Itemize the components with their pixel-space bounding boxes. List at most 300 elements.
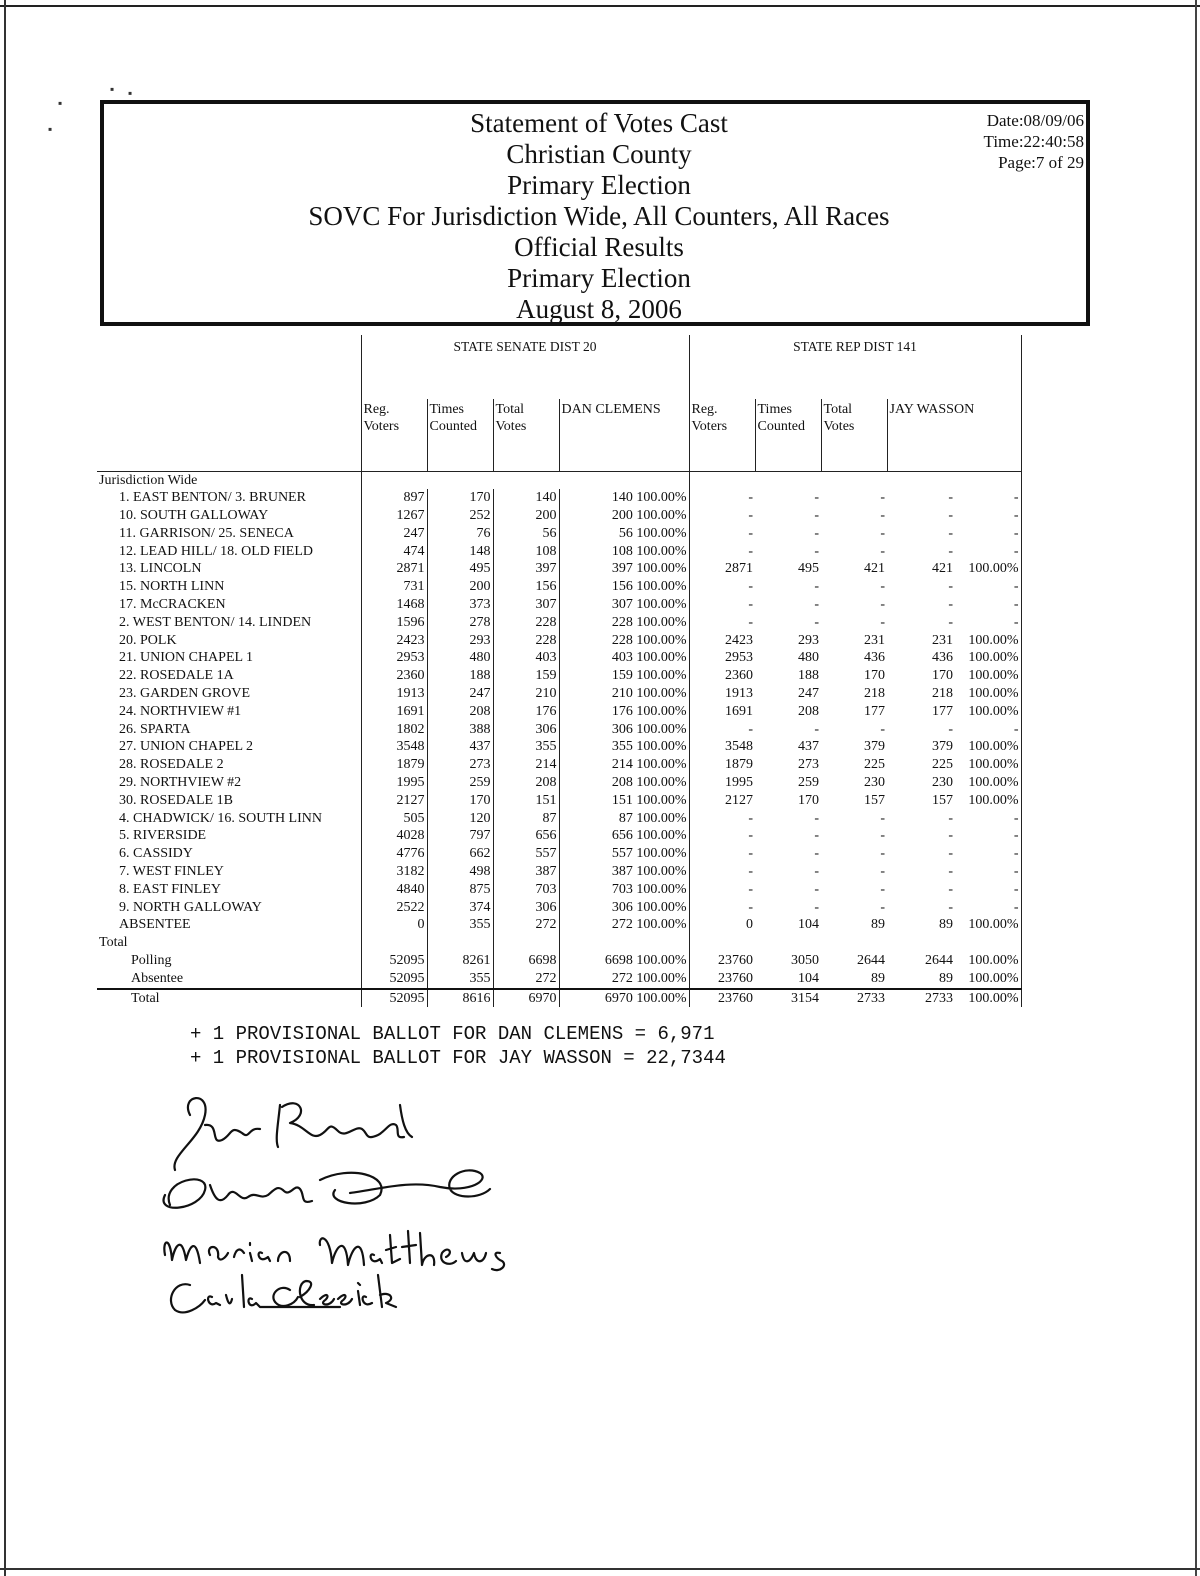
reg-voters: 4028: [361, 827, 427, 845]
title-line: Primary Election: [507, 263, 691, 293]
reg-voters: -: [748, 828, 753, 844]
total-votes: 228: [493, 614, 559, 632]
scan-edge-bottom: [0, 1568, 1200, 1570]
dan-clemens-votes: 87 100.00%: [559, 810, 689, 828]
col-total-votes: Total Votes: [821, 399, 887, 471]
dan-clemens-votes: 387 100.00%: [559, 863, 689, 881]
blank-cell: [427, 934, 493, 952]
dan-clemens-votes: 403 100.00%: [559, 649, 689, 667]
jay-wasson-votes: -: [948, 881, 953, 897]
table-row: [97, 881, 1021, 899]
jay-wasson-pct: 100.00%: [955, 756, 1021, 774]
times-counted: -: [814, 597, 819, 613]
jay-wasson-votes: 170: [932, 668, 953, 684]
total-votes: -: [880, 864, 885, 880]
times-counted: -: [814, 721, 819, 737]
grand-total-row: [97, 989, 1021, 1008]
precinct-name: 17. McCRACKEN: [119, 597, 226, 613]
times-counted: 104: [798, 917, 819, 933]
times-counted: 200: [427, 578, 493, 596]
reg-voters: 1879: [361, 756, 427, 774]
jay-wasson-votes: 231: [932, 632, 953, 648]
jay-wasson-pct: -: [955, 827, 1021, 845]
jay-wasson-votes: 225: [932, 757, 953, 773]
dan-clemens-votes: 306 100.00%: [559, 721, 689, 739]
jay-wasson-pct: 100.00%: [955, 989, 1021, 1008]
reg-voters: 1913: [361, 685, 427, 703]
times-counted: 120: [427, 810, 493, 828]
provisional-line: + 1 PROVISIONAL BALLOT FOR JAY WASSON = 22,7344: [190, 1047, 726, 1069]
precinct-name: Absentee: [131, 970, 184, 986]
table-row: [97, 596, 1021, 614]
times-counted: 437: [427, 738, 493, 756]
reg-voters: 3548: [361, 738, 427, 756]
times-counted: -: [814, 579, 819, 595]
jay-wasson-votes: -: [948, 543, 953, 559]
jay-wasson-pct: 100.00%: [955, 632, 1021, 650]
reg-voters: -: [748, 614, 753, 630]
times-counted: -: [814, 525, 819, 541]
jay-wasson-pct: -: [955, 881, 1021, 899]
total-votes: 2733: [821, 989, 887, 1008]
jay-wasson-pct: 100.00%: [955, 774, 1021, 792]
reg-voters: 4840: [361, 881, 427, 899]
table-row: [97, 525, 1021, 543]
jay-wasson-votes: -: [948, 846, 953, 862]
reg-voters: 1995: [725, 775, 753, 791]
blank-cell: [821, 934, 887, 952]
total-votes: 89: [871, 917, 885, 933]
report-header: [100, 100, 1090, 326]
total-votes: 6698: [493, 952, 559, 970]
jay-wasson-pct: -: [955, 614, 1021, 632]
dan-clemens-votes: 159 100.00%: [559, 667, 689, 685]
report-title: [104, 108, 1094, 325]
dan-clemens-votes: 6970 100.00%: [559, 989, 689, 1008]
jay-wasson-votes: -: [948, 490, 953, 506]
jay-wasson-votes: -: [948, 810, 953, 826]
precinct-name: 10. SOUTH GALLOWAY: [119, 508, 269, 524]
report-meta: [984, 110, 1084, 173]
col-reg-voters: Reg. Voters: [361, 399, 427, 471]
jay-wasson-votes: 230: [932, 775, 953, 791]
reg-voters: -: [748, 846, 753, 862]
times-counted: 188: [798, 668, 819, 684]
scan-speck: ▪: [58, 96, 63, 110]
total-votes: 230: [864, 775, 885, 791]
precinct-name: 28. ROSEDALE 2: [119, 757, 224, 773]
times-counted: 273: [798, 757, 819, 773]
reg-voters: -: [748, 579, 753, 595]
precinct-name: 8. EAST FINLEY: [119, 881, 222, 897]
table-row: [97, 792, 1021, 810]
table-row: [97, 774, 1021, 792]
times-counted: 252: [427, 507, 493, 525]
report-time: Time:22:40:58: [983, 132, 1084, 151]
times-counted: 259: [798, 775, 819, 791]
signature-3: [164, 1231, 504, 1270]
dan-clemens-votes: 228 100.00%: [559, 614, 689, 632]
precinct-name: 13. LINCOLN: [119, 561, 202, 577]
total-votes: -: [880, 508, 885, 524]
precinct-name: 9. NORTH GALLOWAY: [119, 899, 262, 915]
reg-voters: 1267: [361, 507, 427, 525]
col-times-counted: Times Counted: [427, 399, 493, 471]
table-row: [97, 560, 1021, 578]
scan-edge-left: [4, 0, 6, 1576]
jay-wasson-votes: 218: [932, 686, 953, 702]
dan-clemens-votes: 557 100.00%: [559, 845, 689, 863]
reg-voters: 3182: [361, 863, 427, 881]
dan-clemens-votes: 210 100.00%: [559, 685, 689, 703]
precinct-name: 11. GARRISON/ 25. SENECA: [119, 525, 294, 541]
jay-wasson-pct: 100.00%: [955, 667, 1021, 685]
times-counted: 76: [427, 525, 493, 543]
reg-voters: 2522: [361, 899, 427, 917]
title-line: Primary Election: [507, 170, 691, 200]
reg-voters: 1995: [361, 774, 427, 792]
total-votes: -: [880, 543, 885, 559]
times-counted: -: [814, 846, 819, 862]
jay-wasson-pct: 100.00%: [955, 970, 1021, 989]
total-votes: 557: [493, 845, 559, 863]
dan-clemens-votes: 140 100.00%: [559, 489, 689, 507]
jay-wasson-votes: -: [948, 864, 953, 880]
reg-voters: 52095: [361, 970, 427, 989]
reg-voters: 897: [361, 489, 427, 507]
times-counted: 148: [427, 543, 493, 561]
provisional-notes: [190, 1022, 726, 1070]
table-row: [97, 489, 1021, 507]
jay-wasson-votes: -: [948, 508, 953, 524]
precinct-name: 7. WEST FINLEY: [119, 864, 224, 880]
precinct-name: 20. POLK: [119, 632, 177, 648]
reg-voters: 247: [361, 525, 427, 543]
table-row: [97, 632, 1021, 650]
total-votes: 272: [493, 970, 559, 989]
reg-voters: 2423: [725, 632, 753, 648]
dan-clemens-votes: 176 100.00%: [559, 703, 689, 721]
table-row: [97, 614, 1021, 632]
jay-wasson-votes: -: [948, 579, 953, 595]
dan-clemens-votes: 6698 100.00%: [559, 952, 689, 970]
jay-wasson-pct: 100.00%: [955, 685, 1021, 703]
total-votes: -: [880, 614, 885, 630]
precinct-name: 6. CASSIDY: [119, 846, 193, 862]
total-votes: 157: [864, 792, 885, 808]
dan-clemens-votes: 156 100.00%: [559, 578, 689, 596]
table-row: [97, 543, 1021, 561]
reg-voters: 1913: [725, 686, 753, 702]
jay-wasson-pct: -: [955, 489, 1021, 507]
times-counted: -: [814, 490, 819, 506]
times-counted: 170: [427, 489, 493, 507]
reg-voters: 1596: [361, 614, 427, 632]
total-votes: 306: [493, 721, 559, 739]
precinct-name: 24. NORTHVIEW #1: [119, 703, 242, 719]
times-counted: 480: [427, 649, 493, 667]
total-votes: 156: [493, 578, 559, 596]
total-votes: 151: [493, 792, 559, 810]
times-counted: 293: [798, 632, 819, 648]
times-counted: -: [814, 864, 819, 880]
jay-wasson-votes: -: [948, 614, 953, 630]
total-votes: 2644: [857, 953, 885, 969]
table-row: [97, 863, 1021, 881]
reg-voters: 474: [361, 543, 427, 561]
jay-wasson-pct: -: [955, 721, 1021, 739]
scan-speck: ▪: [48, 122, 53, 136]
reg-voters: 2360: [361, 667, 427, 685]
table-row: [97, 810, 1021, 828]
title-line: August 8, 2006: [516, 294, 682, 324]
times-counted: 495: [798, 561, 819, 577]
precinct-name: 5. RIVERSIDE: [119, 828, 207, 844]
reg-voters: -: [748, 810, 753, 826]
blank-corner: [97, 399, 361, 471]
times-counted: 8261: [427, 952, 493, 970]
table-row: [97, 685, 1021, 703]
precinct-name: Polling: [131, 953, 172, 969]
signature-4: [171, 1275, 396, 1312]
total-votes: 397: [493, 560, 559, 578]
times-counted: 259: [427, 774, 493, 792]
jay-wasson-pct: -: [955, 810, 1021, 828]
blank-cell: [887, 934, 955, 952]
dan-clemens-votes: 108 100.00%: [559, 543, 689, 561]
total-votes: -: [880, 721, 885, 737]
section-label: Jurisdiction Wide: [99, 472, 198, 488]
total-votes: -: [880, 525, 885, 541]
total-row: [97, 952, 1021, 970]
times-counted: 495: [427, 560, 493, 578]
times-counted: -: [814, 614, 819, 630]
provisional-line: + 1 PROVISIONAL BALLOT FOR DAN CLEMENS = 6,971: [190, 1023, 715, 1045]
jay-wasson-pct: -: [955, 543, 1021, 561]
jay-wasson-pct: -: [955, 507, 1021, 525]
signature-2: [164, 1170, 490, 1207]
total-votes: 272: [493, 916, 559, 934]
precinct-name: 22. ROSEDALE 1A: [119, 668, 234, 684]
jay-wasson-pct: -: [955, 845, 1021, 863]
total-votes: 225: [864, 757, 885, 773]
total-votes: 140: [493, 489, 559, 507]
report-date: Date:08/09/06: [986, 111, 1084, 130]
scan-edge-top: [0, 5, 1200, 7]
dan-clemens-votes: 397 100.00%: [559, 560, 689, 578]
table-row: [97, 667, 1021, 685]
total-votes: 231: [864, 632, 885, 648]
total-votes: 89: [871, 970, 885, 986]
reg-voters: 505: [361, 810, 427, 828]
blank-cell: [755, 934, 821, 952]
precinct-name: 21. UNION CHAPEL 1: [119, 650, 254, 666]
total-votes: 159: [493, 667, 559, 685]
times-counted: 188: [427, 667, 493, 685]
precinct-name: 27. UNION CHAPEL 2: [119, 739, 254, 755]
reg-voters: 1802: [361, 721, 427, 739]
total-votes: 214: [493, 756, 559, 774]
total-votes: 6970: [493, 989, 559, 1008]
dan-clemens-votes: 306 100.00%: [559, 899, 689, 917]
dan-clemens-votes: 307 100.00%: [559, 596, 689, 614]
reg-voters: 23760: [718, 970, 753, 986]
table-row: [97, 578, 1021, 596]
group-header-senate: STATE SENATE DIST 20: [361, 335, 689, 399]
reg-voters: 0: [746, 917, 753, 933]
reg-voters: -: [748, 490, 753, 506]
reg-voters: 0: [361, 916, 427, 934]
times-counted: 388: [427, 721, 493, 739]
jay-wasson-votes: -: [948, 899, 953, 915]
total-votes: 210: [493, 685, 559, 703]
total-row: [97, 970, 1021, 989]
total-votes: -: [880, 899, 885, 915]
signature-1: [174, 1098, 412, 1170]
times-counted: 355: [427, 916, 493, 934]
dan-clemens-votes: 56 100.00%: [559, 525, 689, 543]
total-votes: 56: [493, 525, 559, 543]
dan-clemens-votes: 656 100.00%: [559, 827, 689, 845]
dan-clemens-votes: 272 100.00%: [559, 970, 689, 989]
jay-wasson-votes: 177: [932, 703, 953, 719]
precinct-name: 26. SPARTA: [119, 721, 191, 737]
jay-wasson-pct: -: [955, 899, 1021, 917]
votes-table: [97, 335, 1022, 1007]
jay-wasson-pct: -: [955, 525, 1021, 543]
total-label-row: [97, 934, 1021, 952]
jay-wasson-votes: -: [948, 525, 953, 541]
precinct-name: ABSENTEE: [119, 917, 191, 933]
jay-wasson-votes: 379: [932, 739, 953, 755]
col-times-counted: Times Counted: [755, 399, 821, 471]
report-page: Page:7 of 29: [998, 153, 1084, 172]
precinct-name: 2. WEST BENTON/ 14. LINDEN: [119, 614, 312, 630]
col-total-votes: Total Votes: [493, 399, 559, 471]
total-votes: 170: [864, 668, 885, 684]
precinct-name: 23. GARDEN GROVE: [119, 686, 251, 702]
blank-cell: [361, 934, 427, 952]
title-line: Christian County: [506, 139, 692, 169]
times-counted: -: [814, 828, 819, 844]
reg-voters: -: [748, 508, 753, 524]
reg-voters: 3548: [725, 739, 753, 755]
reg-voters: 2953: [361, 649, 427, 667]
jay-wasson-pct: 100.00%: [955, 649, 1021, 667]
times-counted: 3050: [791, 953, 819, 969]
title-line: Statement of Votes Cast: [470, 108, 728, 138]
times-counted: 355: [427, 970, 493, 989]
total-votes: 656: [493, 827, 559, 845]
jay-wasson-votes: 2644: [925, 953, 953, 969]
reg-voters: 23760: [718, 953, 753, 969]
times-counted: 273: [427, 756, 493, 774]
total-votes: 307: [493, 596, 559, 614]
times-counted: 208: [427, 703, 493, 721]
precinct-name: 29. NORTHVIEW #2: [119, 775, 242, 791]
total-votes: -: [880, 828, 885, 844]
precinct-name: 4. CHADWICK/ 16. SOUTH LINN: [119, 810, 322, 826]
times-counted: 662: [427, 845, 493, 863]
precinct-name: Total: [97, 989, 361, 1008]
total-votes: 176: [493, 703, 559, 721]
total-label: Total: [99, 935, 128, 951]
jay-wasson-votes: -: [948, 597, 953, 613]
total-votes: -: [880, 881, 885, 897]
table-row: [97, 827, 1021, 845]
table-row: [97, 916, 1021, 934]
table-row: [97, 845, 1021, 863]
blank-cell: [559, 934, 689, 952]
title-line: SOVC For Jurisdiction Wide, All Counters, All Races: [308, 201, 890, 231]
times-counted: 247: [427, 685, 493, 703]
times-counted: 247: [798, 686, 819, 702]
blank-cell: [493, 934, 559, 952]
jay-wasson-pct: -: [955, 596, 1021, 614]
times-counted: 797: [427, 827, 493, 845]
times-counted: 8616: [427, 989, 493, 1008]
reg-voters: -: [748, 899, 753, 915]
dan-clemens-votes: 200 100.00%: [559, 507, 689, 525]
total-votes: 228: [493, 632, 559, 650]
jay-wasson-pct: 100.00%: [955, 792, 1021, 810]
scan-speck: ▪: [128, 86, 133, 100]
jay-wasson-votes: -: [948, 721, 953, 737]
dan-clemens-votes: 272 100.00%: [559, 916, 689, 934]
dan-clemens-votes: 355 100.00%: [559, 738, 689, 756]
times-counted: 170: [427, 792, 493, 810]
reg-voters: 2127: [361, 792, 427, 810]
times-counted: 875: [427, 881, 493, 899]
blank-cell: [955, 934, 1021, 952]
dan-clemens-votes: 208 100.00%: [559, 774, 689, 792]
total-votes: -: [880, 490, 885, 506]
reg-voters: 2871: [725, 561, 753, 577]
reg-voters: -: [748, 864, 753, 880]
scan-edge-right: [1195, 0, 1197, 1576]
table-row: [97, 721, 1021, 739]
times-counted: 480: [798, 650, 819, 666]
precinct-name: 30. ROSEDALE 1B: [119, 792, 233, 808]
reg-voters: 1468: [361, 596, 427, 614]
times-counted: 104: [798, 970, 819, 986]
total-votes: 703: [493, 881, 559, 899]
total-votes: 379: [864, 739, 885, 755]
table-row: [97, 899, 1021, 917]
total-votes: 387: [493, 863, 559, 881]
reg-voters: 4776: [361, 845, 427, 863]
times-counted: 3154: [755, 989, 821, 1008]
reg-voters: 2871: [361, 560, 427, 578]
total-votes: 403: [493, 649, 559, 667]
reg-voters: -: [748, 597, 753, 613]
times-counted: -: [814, 508, 819, 524]
total-votes: 436: [864, 650, 885, 666]
total-votes: -: [880, 597, 885, 613]
reg-voters: 731: [361, 578, 427, 596]
precinct-name: 12. LEAD HILL/ 18. OLD FIELD: [119, 543, 314, 559]
precinct-name: 15. NORTH LINN: [119, 579, 225, 595]
times-counted: 278: [427, 614, 493, 632]
jay-wasson-pct: 100.00%: [955, 952, 1021, 970]
times-counted: 498: [427, 863, 493, 881]
jay-wasson-votes: 89: [939, 970, 953, 986]
blank-corner: [97, 335, 361, 399]
reg-voters: 1691: [361, 703, 427, 721]
dan-clemens-votes: 703 100.00%: [559, 881, 689, 899]
reg-voters: -: [748, 881, 753, 897]
reg-voters: 2953: [725, 650, 753, 666]
